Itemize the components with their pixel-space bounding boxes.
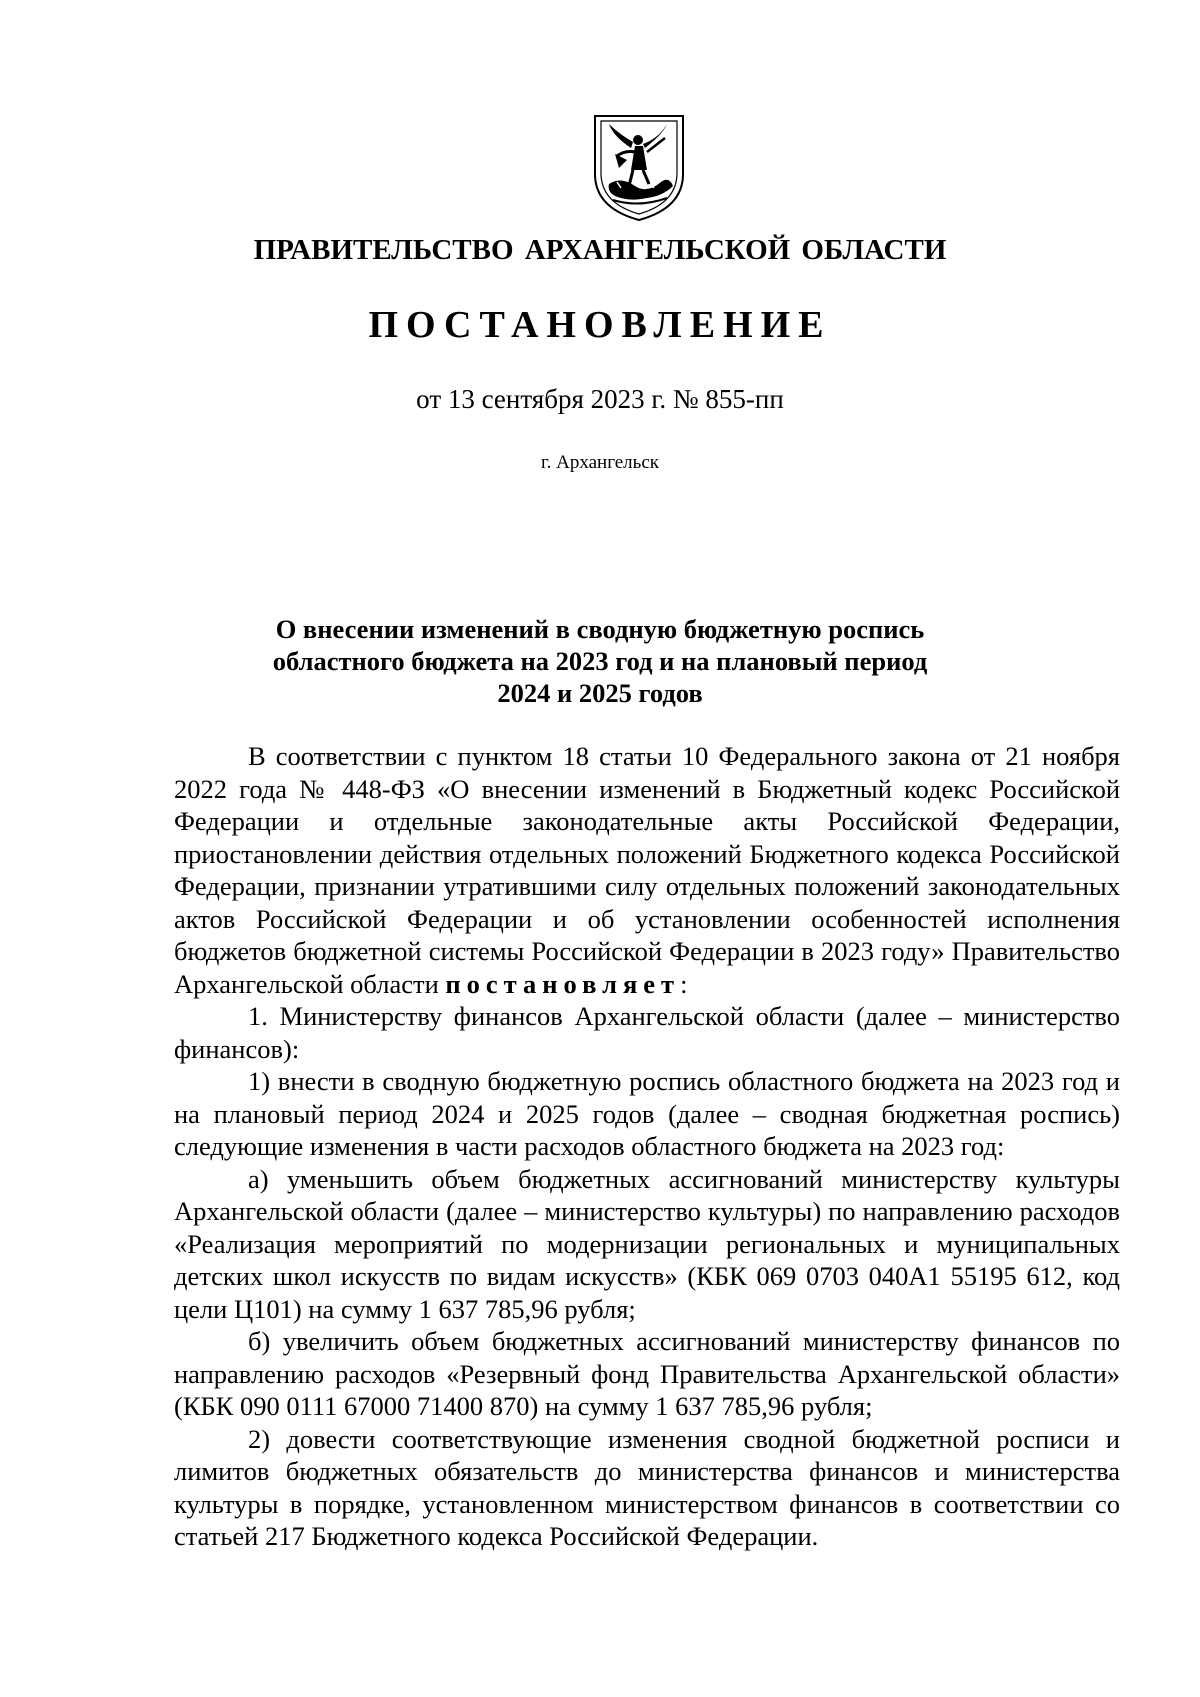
subject-line: областного бюджета на 2023 год и на плановый период (272, 646, 928, 676)
document-body (174, 740, 1120, 1553)
decree-word: постановляет (445, 968, 681, 999)
intro-text: В соответствии с пунктом 18 статьи 10 Федерального закона от 21 ноября 2022 года № 448-ФЗ «О внесении изменений в Бюджетный кодекс Российской Федерации и отдельные законодательные акты Российской Федерации, приостановлении действия отдельных положений Бюджетного кодекса Российской Федерации, признании утратившими силу отдельных положений законодательных актов Российской Федерации и об установлении особенностей исполнения бюджетов бюджетной системы Российской Федерации в 2023 году» Правительство Архангельской области (174, 741, 1120, 999)
intro-end: : (680, 968, 688, 999)
item-1-1-paragraph: 1) внести в сводную бюджетную роспись областного бюджета на 2023 год и на плановый период 2024 и 2025 годов (далее – сводная бюджетная роспись) следующие изменения в части расходов областного бюджета на 2023 год: (174, 1066, 1120, 1161)
subject-line: О внесении изменений в сводную бюджетную роспись (275, 614, 925, 644)
item-1-2-paragraph: 2) довести соответствующие изменения сводной бюджетной росписи и лимитов бюджетных обязательств до министерства финансов и министерства культуры в порядке, установленном министерством финансов в соответствии со статьей 217 Бюджетного кодекса Российской Федерации. (174, 1423, 1120, 1551)
coat-of-arms-icon (591, 112, 687, 223)
intro-paragraph (174, 740, 1120, 1000)
item-1-paragraph: 1. Министерству финансов Архангельской области (далее – министерство финансов): (174, 1001, 1120, 1064)
document-date-number: от 13 сентября 2023 г. № 855-пп (416, 384, 784, 414)
document-city: г. Архангельск (540, 452, 659, 473)
organization-title: ПРАВИТЕЛЬСТВО АРХАНГЕЛЬСКОЙ ОБЛАСТИ (253, 234, 947, 266)
subject-line: 2024 и 2025 годов (497, 678, 703, 708)
item-1-1-a-paragraph: а) уменьшить объем бюджетных ассигнований министерству культуры Архангельской области (далее – министерство культуры) по направлению расходов «Реализация мероприятий по модернизации региональных и муниципальных детских школ искусств по видам искусств» (КБК 069 0703 040А1 55195 612, код цели Ц101) на сумму 1 637 785,96 рубля; (174, 1163, 1120, 1324)
document-type: ПОСТАНОВЛЕНИЕ (368, 304, 832, 346)
document-subject (0, 613, 1200, 709)
item-1-1-b-paragraph: б) увеличить объем бюджетных ассигнований министерству финансов по направлению расходов «Резервный фонд Правительства Архангельской области» (КБК 090 0111 67000 71400 870) на сумму 1 637 785,96 рубля; (174, 1326, 1120, 1421)
